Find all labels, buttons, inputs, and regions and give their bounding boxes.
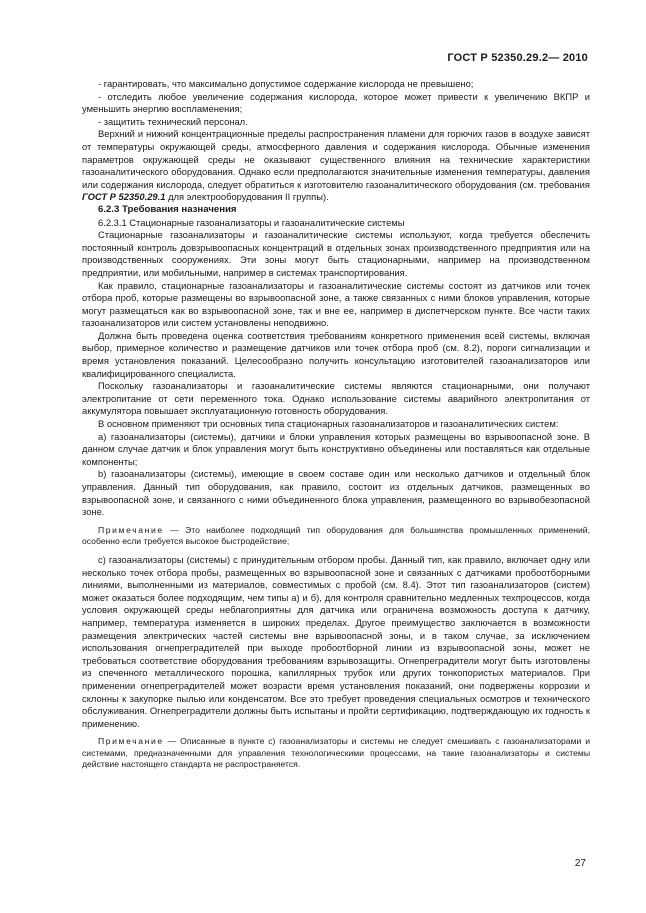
note-label: Примечание — [98, 524, 164, 535]
note — [82, 525, 590, 548]
page-number: 27 — [574, 858, 586, 869]
list-item: c) газоанализаторы (системы) с принудительным отбором пробы. Данный тип, как правило, включает одну или несколько точек отбора пробы, размещенных во взрывоопасной зоне и связанных с датчиками пробоотборными линиями, выполненными из материалов, совместимых с пробой (см. 8.4). Этот тип газоанализаторов (систем) может оказаться более подходящим, чем типы а) и б), для контроля сравнительно медленных техпроцессов, когда условия окружающей среды неблагоприятны для датчика или ограничена возможность доступа к датчику, например, температура изменяется в широких пределах. Другое преимущество заключается в возможности размещения электрических частей системы вне взрывоопасной зоны, и в таком случае, за исключением использования огнепреградителей при выходе пробоотборной линии из взрывоопасной зоны, может не требоваться соответствие оборудования требованиям взрывозащиты. Огнепреградители могут быть изготовлены из спеченного металлического порошка, капиллярных трубок или других тонкопористых материалов. При применении огнепреградителей может возрасти время установления показаний, они подвержены коррозии и склонны к закупорке пылью или конденсатом. Все это требует проведения специальных осмотров и технического обслуживания. Огнепреградители должны быть испытаны и пройти сертификацию, подтверждающую их годность к применению. — [82, 553, 590, 729]
note — [82, 736, 590, 771]
note-text: — Это наиболее подходящий тип оборудования для большинства промышленных применений, особенно если требуется высокое быстродействие; — [82, 524, 590, 547]
paragraph: Как правило, стационарные газоанализаторы и газоаналитические системы состоят из датчиков или точек отбора проб, которые размещены во взрывоопасной зоне, а также связанных с ними блоков управления, которые могут размещаться как во взрывоопасной зоне, так и вне ее, например в диспетчерском пункте. Все части таких газоанализаторов или систем установлены неподвижно. — [82, 279, 590, 329]
list-item: - отследить любое увеличение содержания кислорода, которое может привести к увеличению ВКПР и уменьшить энергию воспламенения; — [82, 90, 590, 115]
note-label: Примечание — [98, 736, 164, 747]
list-item: - защитить технический персонал. — [98, 115, 248, 127]
paragraph: Стационарные газоанализаторы и газоаналитические системы используют, когда требуется обеспечить постоянный контроль довзрывоопасных концентраций в отдельных зонах производственного предприятия или на производственных сооружениях. Эти зоны могут быть стационарными, например на производственном предприятии, или мобильными, например в системах транспортирования. — [82, 229, 590, 278]
paragraph-text: Верхний и нижний концентрационные пределы распространения пламени для горючих газов в воздухе зависят от температуры окружающей среды, атмосферного давления и содержания кислорода. Обычные изменения параметров окружающей среды не оказывают существенного влияния на технические характеристики газоаналитического оборудования. Однако если предполагаются значительные изменения температуры, давления или содержания кислорода, следует обратиться к изготовителю газоаналитического оборудования (см. требования — [82, 128, 590, 190]
list-item: - гарантировать, что максимально допустимое содержание кислорода не превышено; — [98, 78, 474, 89]
document-body — [82, 78, 590, 777]
list-item: а) газоанализаторы (системы), датчики и блоки управления которых размещены во взрывоопасной зоне. В данном случае датчик и блок управления могут быть конструктивно объединены или поставляться как отдельные компоненты; — [82, 430, 590, 467]
note-text: — Описанные в пункте с) газоанализаторы и системы не следует смешивать с газоанализаторами и системами, предназначенными для управления технологическими процессами, на такие газоанализаторы и системы действие настоящего стандарта не распространяется. — [82, 736, 590, 770]
paragraph: Поскольку газоанализаторы и газоаналитические системы являются стационарными, они получают электропитание от сети переменного тока. Однако использование системы аварийного электропитания от аккумулятора повышает эксплуатационную готовность оборудования. — [82, 380, 590, 417]
paragraph-text: для электрооборудования II группы). — [168, 191, 329, 203]
standard-reference: ГОСТ Р 52350.29.1 — [82, 191, 166, 203]
list-item: b) газоанализаторы (системы), имеющие в своем составе один или несколько датчиков и отдельный блок управления. Данный тип оборудования, как правило, состоит из отдельных датчиков, размещенных во взрывоопасной зоне, и связанного с ними объединенного блока управления, размещенного во взрывобезопасной зоне. — [82, 468, 590, 518]
paragraph: В основном применяют три основных типа стационарных газоанализаторов и газоаналитических систем: — [98, 418, 559, 430]
section-heading: 6.2.3 Требования назначения — [98, 203, 237, 215]
subsection-heading: 6.2.3.1 Стационарные газоанализаторы и газоаналитические системы — [98, 216, 405, 228]
paragraph — [82, 128, 590, 204]
standard-header: ГОСТ Р 52350.29.2— 2010 — [447, 52, 588, 64]
paragraph: Должна быть проведена оценка соответствия требованиям конкретного применения всей системы, включая выбор, примерное количество и размещение датчиков или точек отбора проб (см. 8.2), пороги сигнализации и время установления показаний. Целесообразно получить консультацию изготовителей газоанализаторов или квалифицированного специалиста. — [82, 329, 590, 379]
